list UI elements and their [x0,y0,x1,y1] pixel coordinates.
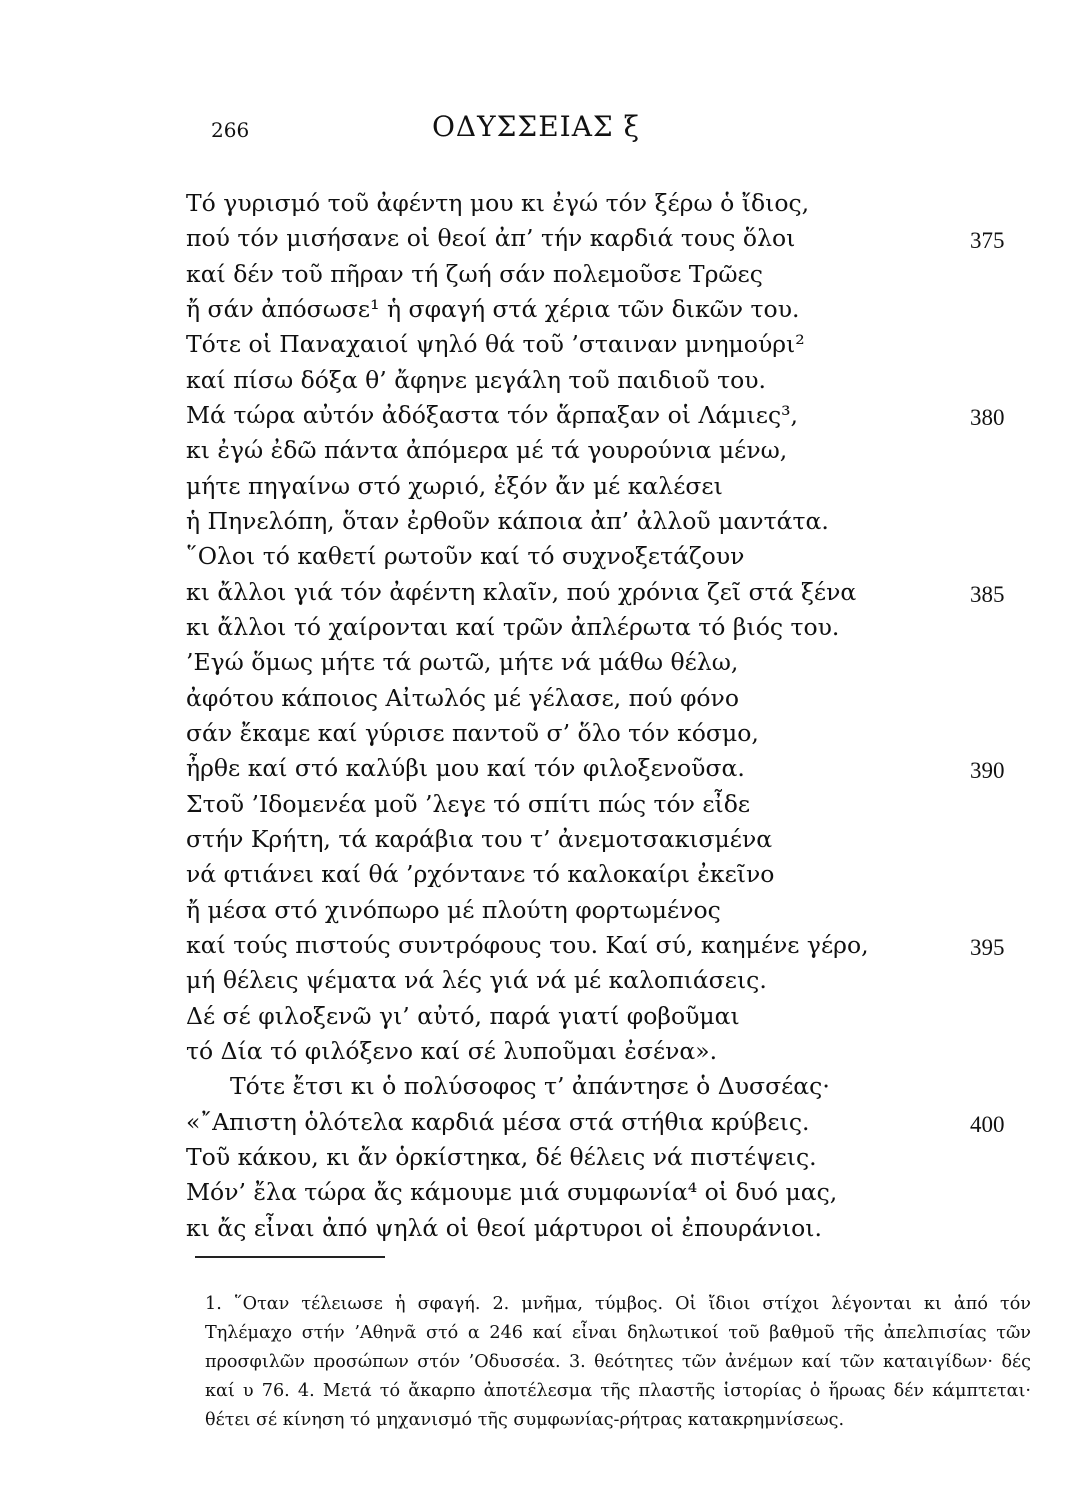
page-number: 266 [211,118,250,142]
verse-line [186,1140,1026,1175]
verse-line [186,257,1026,292]
verse-line [186,327,1026,362]
verse-line [186,433,1026,468]
verse-text: Τό γυρισμό τοῦ ἀφέντη μου κι ἐγώ τόν ξέρω ὁ ἴδιος, [186,189,810,217]
verse-line [186,1034,1026,1069]
running-title: ΟΔΥΣΣΕΙΑΣ ξ [431,110,641,143]
verse-line [186,681,1026,716]
verse-text: κι ἄλλοι γιά τόν ἀφέντη κλαῖν, πού χρόνια ζεῖ στά ξένα [186,577,857,606]
verse-line [186,857,1026,892]
verse-text: Τότε ἔτσι κι ὁ πολύσοφος τ’ ἀπάντησε ὁ Δυσσέας· [230,1072,830,1101]
verse-text: Τότε οἱ Παναχαιοί ψηλό θά τοῦ ’σταιναν μνημούρι² [186,330,805,359]
verse-text: ἤ μέσα στό χινόπωρο μέ πλούτη φορτωμένος [186,895,721,924]
verse-text: ῞Ολοι τό καθετί ρωτοῦν καί τό συχνοξετάζουν [186,542,745,571]
line-number: 390 [970,758,1005,784]
verse-text: καί δέν τοῦ πῆραν τή ζωή σάν πολεμοῦσε Τρῶες [186,259,763,288]
verse-line [186,398,1026,433]
verse-line [186,1211,1026,1246]
verse-line [186,928,1026,963]
verse-line [186,1105,1026,1140]
verse-text: σάν ἔκαμε καί γύρισε παντοῦ σ’ ὅλο τόν κόσμο, [186,718,759,747]
verse-text: ἦρθε καί στό καλύβι μου καί τόν φιλοξενοῦσα. [186,754,745,783]
verse-line [186,963,1026,998]
verse-line [186,645,1026,680]
line-number: 375 [970,228,1005,254]
verse-text: ’Εγώ ὅμως μήτε τά ρωτῶ, μήτε νά μάθω θέλω, [186,648,739,677]
footnotes: 1. ῞Οταν τέλειωσε ἡ σφαγή. 2. μνῆμα, τύμβος. Οἱ ἴδιοι στίχοι λέγονται κι ἀπό τόν Τηλέμαχο στήν ’Αθηνᾶ στό α 246 καί εἶναι δηλωτικοί τοῦ βαθμοῦ τῆς ἀπελπισίας τῶν προσφιλῶν προσώπων στόν ’Οδυσσέα. 3. θεότητες τῶν ἀνέμων καί τῶν καταιγίδων· δές καί υ 76. 4. Μετά τό ἄκαρπο ἀποτέλεσμα τῆς πλαστῆς ἱστορίας ὁ ἥρωας δέν κάμπτεται· θέτει σέ κίνηση τό μηχανισμό τῆς συμφωνίας-ρήτρας κατακρημνίσεως. [205,1294,1031,1430]
verse-line [186,751,1026,786]
poem-text [186,186,1026,1246]
verse-line [186,893,1026,928]
verse-text: Τοῦ κάκου, κι ἄν ὁρκίστηκα, δέ θέλεις νά πιστέψεις. [186,1142,817,1171]
verse-line [186,363,1026,398]
line-number: 385 [970,581,1005,607]
verse-line [186,999,1026,1034]
verse-line [186,716,1026,751]
verse-line [186,822,1026,857]
verse-text: μήτε πηγαίνω στό χωριό, ἐξόν ἄν μέ καλέσει [186,471,723,500]
verse-line [186,539,1026,574]
line-number: 395 [970,934,1005,960]
verse-text: πού τόν μισήσανε οἱ θεοί ἀπ’ τήν καρδιά τους ὅλοι [186,224,796,253]
verse-text: ἤ σάν ἀπόσωσε¹ ἡ σφαγή στά χέρια τῶν δικῶν του. [186,294,800,323]
verse-text: κι ἄλλοι τό χαίρονται καί τρῶν ἀπλέρωτα τό βιός του. [186,612,840,641]
verse-line [186,292,1026,327]
verse-text: κι ἐγώ ἐδῶ πάντα ἀπόμερα μέ τά γουρούνια μένω, [186,436,788,465]
verse-text: καί πίσω δόξα θ’ ἄφηνε μεγάλη τοῦ παιδιοῦ του. [186,365,766,394]
verse-line [186,221,1026,256]
verse-text: ἡ Πηνελόπη, ὅταν ἐρθοῦν κάποια ἀπ’ ἀλλοῦ μαντάτα. [186,506,829,535]
verse-line [186,186,1026,221]
verse-line [186,610,1026,645]
verse-line [186,1175,1026,1210]
verse-text: ἀφότου κάποιος Αἰτωλός μέ γέλασε, πού φόνο [186,683,739,712]
footnote-divider [195,1256,385,1258]
verse-text: «῎Απιστη ὁλότελα καρδιά μέσα στά στήθια κρύβεις. [186,1107,810,1136]
verse-line [186,1069,1026,1104]
verse-text: Δέ σέ φιλοξενῶ γι’ αὐτό, παρά γιατί φοβοῦμαι [186,1001,740,1030]
verse-text: νά φτιάνει καί θά ’ρχόντανε τό καλοκαίρι ἐκεῖνο [186,860,775,889]
verse-line [186,469,1026,504]
verse-text: Στοῦ ’Ιδομενέα μοῦ ’λεγε τό σπίτι πώς τόν εἶδε [186,789,751,818]
verse-text: Μά τώρα αὐτόν ἀδόξαστα τόν ἅρπαξαν οἱ Λάμιες³, [186,400,798,429]
verse-text: μή θέλεις ψέματα νά λές γιά νά μέ καλοπιάσεις. [186,966,767,995]
verse-text: τό Δία τό φιλόξενο καί σέ λυποῦμαι ἐσένα». [186,1036,718,1065]
verse-text: κι ἄς εἶναι ἀπό ψηλά οἱ θεοί μάρτυροι οἱ ἐπουράνιοι. [186,1213,822,1242]
line-number: 380 [970,404,1005,430]
verse-text: στήν Κρήτη, τά καράβια του τ’ ἀνεμοτσακισμένα [186,824,773,853]
verse-line [186,787,1026,822]
verse-line [186,575,1026,610]
verse-text: Μόν’ ἔλα τώρα ἄς κάμουμε μιά συμφωνία⁴ οἱ δυό μας, [186,1178,838,1207]
verse-line [186,504,1026,539]
verse-text: καί τούς πιστούς συντρόφους του. Καί σύ, καημένε γέρο, [186,930,869,959]
line-number: 400 [970,1111,1005,1137]
